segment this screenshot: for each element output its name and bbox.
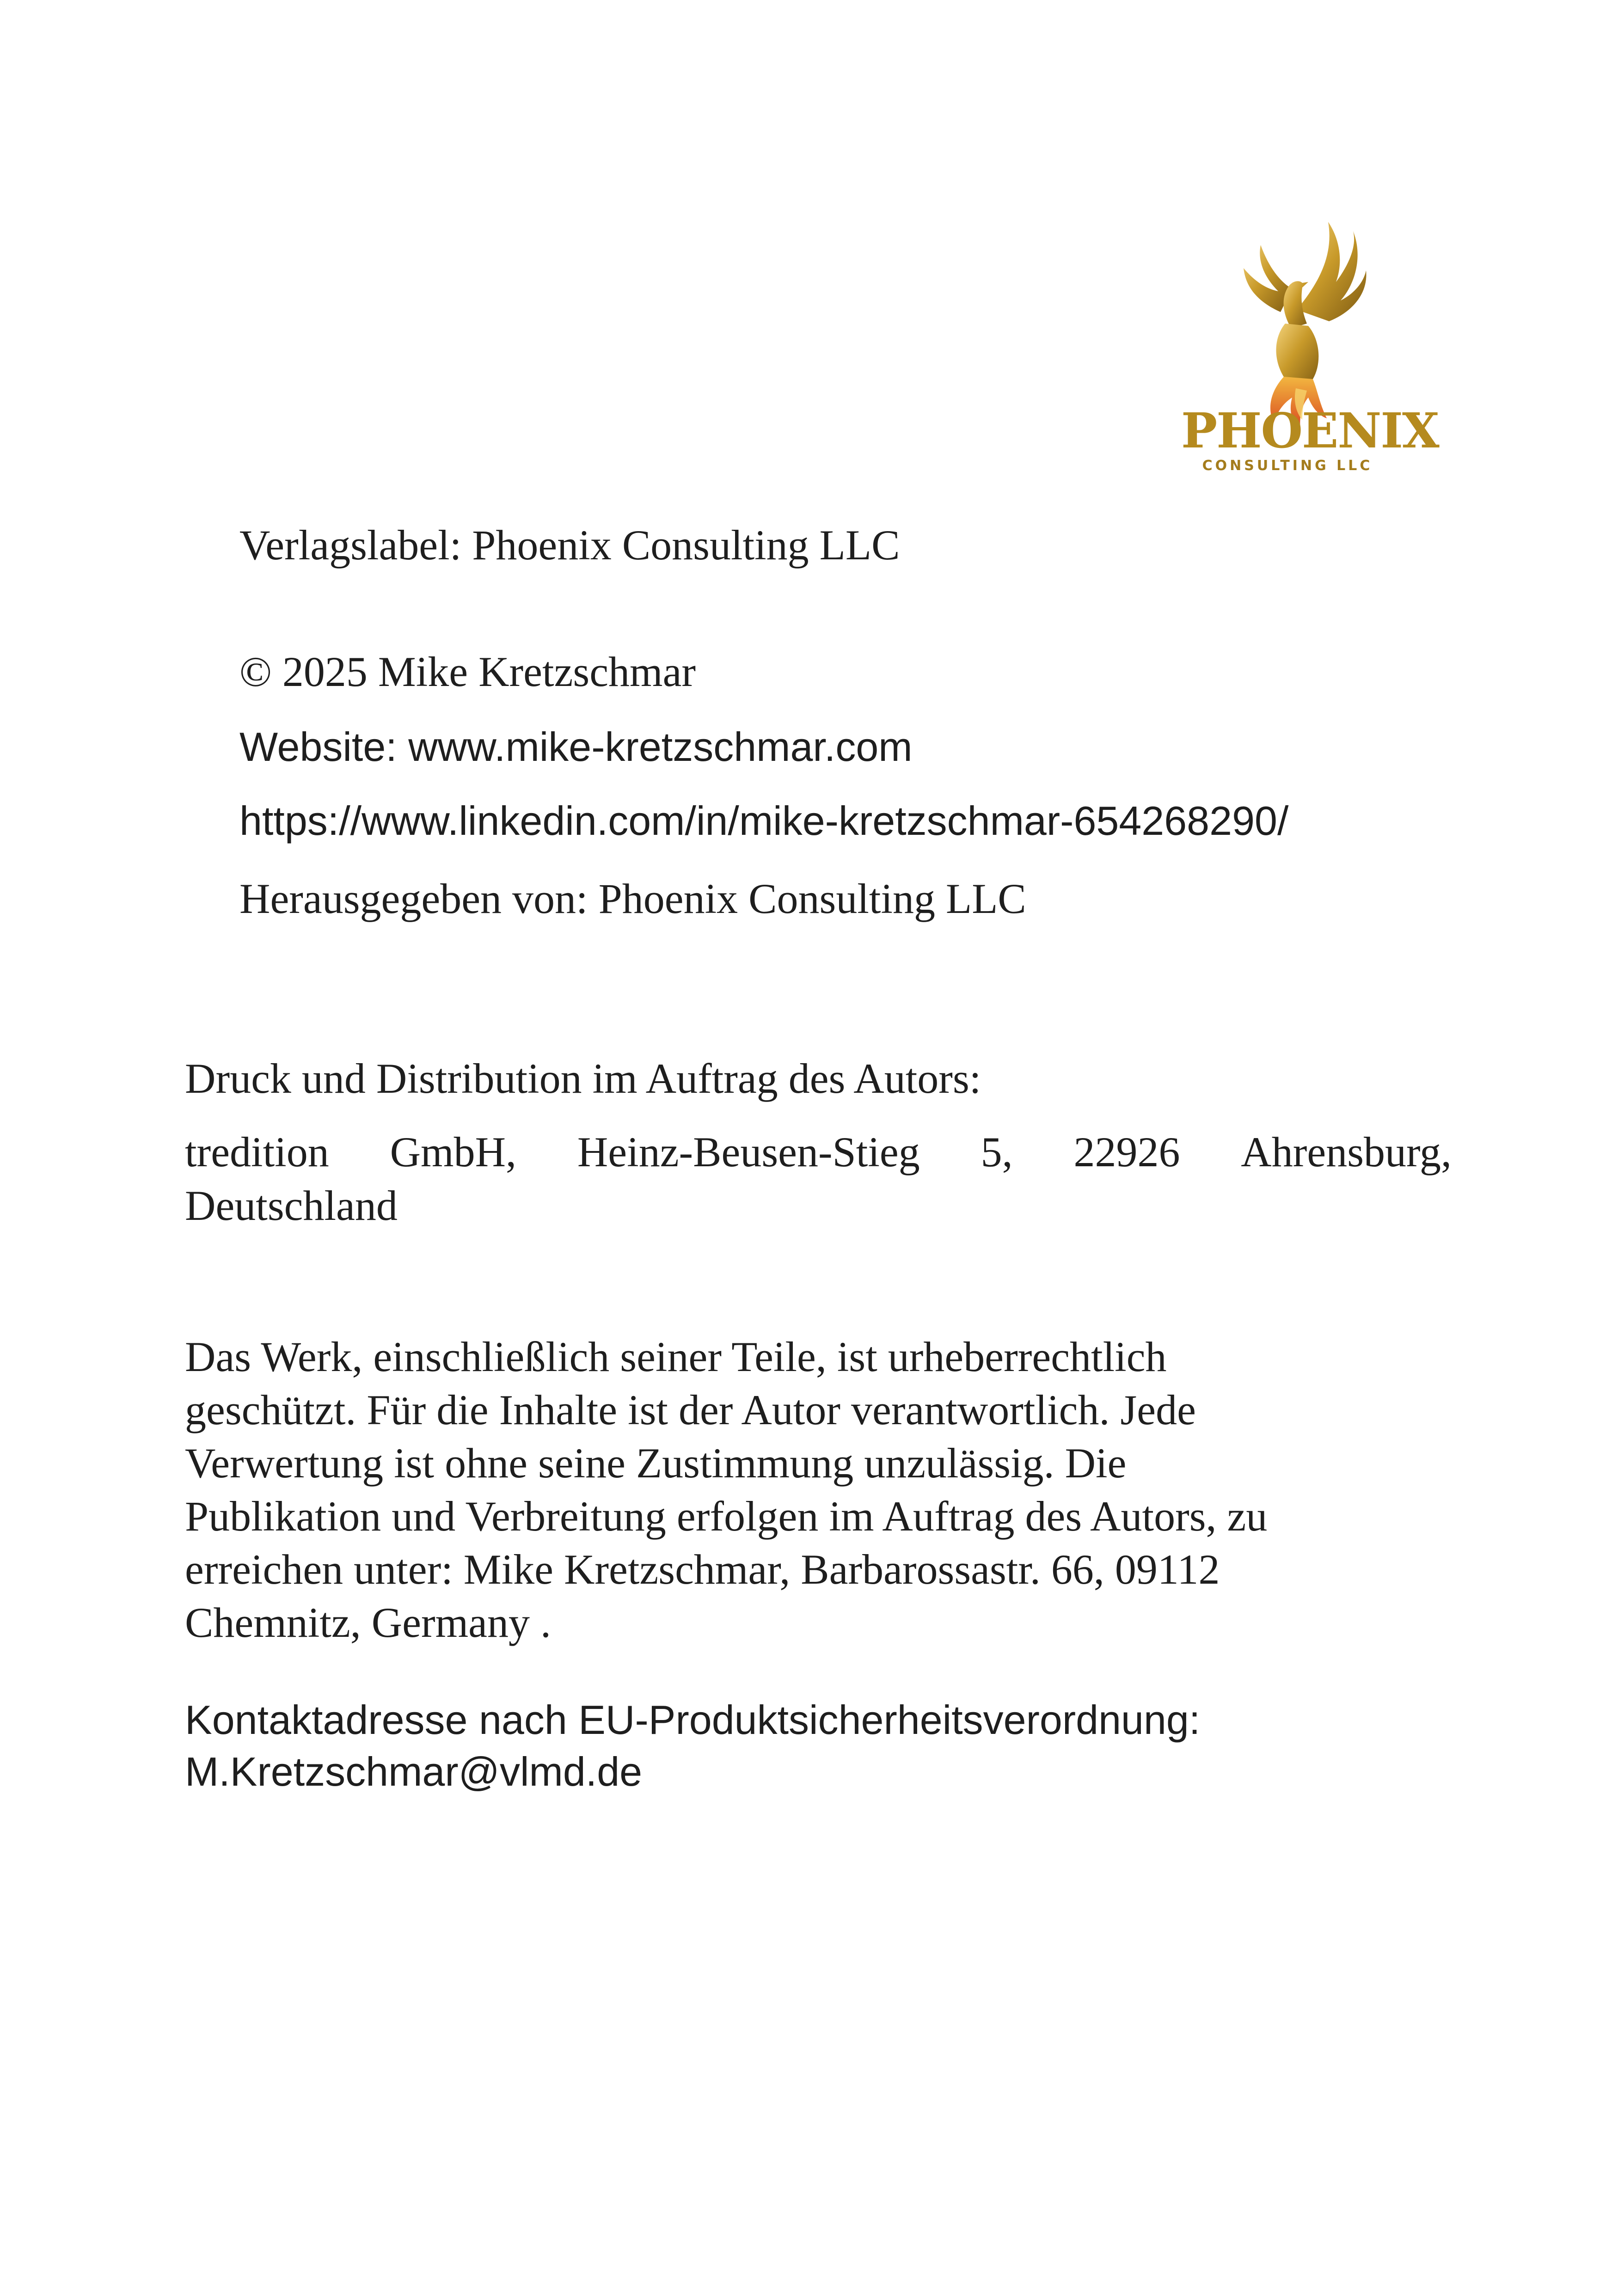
printing-country: Deutschland <box>185 1182 398 1229</box>
address-word: Ahrensburg, <box>1241 1128 1452 1176</box>
address-word: tredition <box>185 1128 329 1176</box>
rights-line: Publikation und Verbreitung erfolgen im Auftrag des Autors, zu <box>185 1493 1268 1540</box>
rights-line: erreichen unter: Mike Kretzschmar, Barbarossastr. 66, 09112 <box>185 1546 1220 1593</box>
contact-label: Kontaktadresse nach EU-Produktsicherheitsverordnung: <box>185 1697 1201 1743</box>
address-word: 5, <box>981 1128 1013 1176</box>
publisher-logo <box>1181 213 1439 481</box>
rights-line: geschützt. Für die Inhalte ist der Autor verantwortlich. Jede <box>185 1386 1196 1433</box>
rights-line: Chemnitz, Germany . <box>185 1599 552 1646</box>
linkedin-link[interactable]: https://www.linkedin.com/in/mike-kretzschmar-654268290/ <box>239 798 1289 844</box>
printing-address-line <box>185 1128 1452 1176</box>
published-by-line: Herausgegeben von: Phoenix Consulting LLC <box>239 875 1026 922</box>
printing-heading: Druck und Distribution im Auftrag des Autors: <box>185 1055 981 1102</box>
address-word: 22926 <box>1073 1128 1180 1176</box>
contact-email[interactable]: M.Kretzschmar@vlmd.de <box>185 1749 643 1794</box>
logo-tagline: CONSULTING LLC <box>1202 458 1373 474</box>
contact-block <box>185 1694 1479 1798</box>
website-link[interactable]: Website: www.mike-kretzschmar.com <box>239 724 913 770</box>
address-word: Heinz-Beusen-Stieg <box>577 1128 920 1176</box>
address-word: GmbH, <box>390 1128 517 1176</box>
logo-wordmark: PHOENIX <box>1181 402 1439 459</box>
phoenix-bird-icon <box>1181 213 1394 435</box>
publisher-label: Verlagslabel: Phoenix Consulting LLC <box>239 521 900 569</box>
copyright-line: © 2025 Mike Kretzschmar <box>239 648 696 695</box>
rights-notice <box>185 1330 1479 1649</box>
rights-line: Verwertung ist ohne seine Zustimmung unzulässig. Die <box>185 1439 1127 1487</box>
rights-line: Das Werk, einschließlich seiner Teile, ist urheberrechtlich <box>185 1333 1167 1380</box>
